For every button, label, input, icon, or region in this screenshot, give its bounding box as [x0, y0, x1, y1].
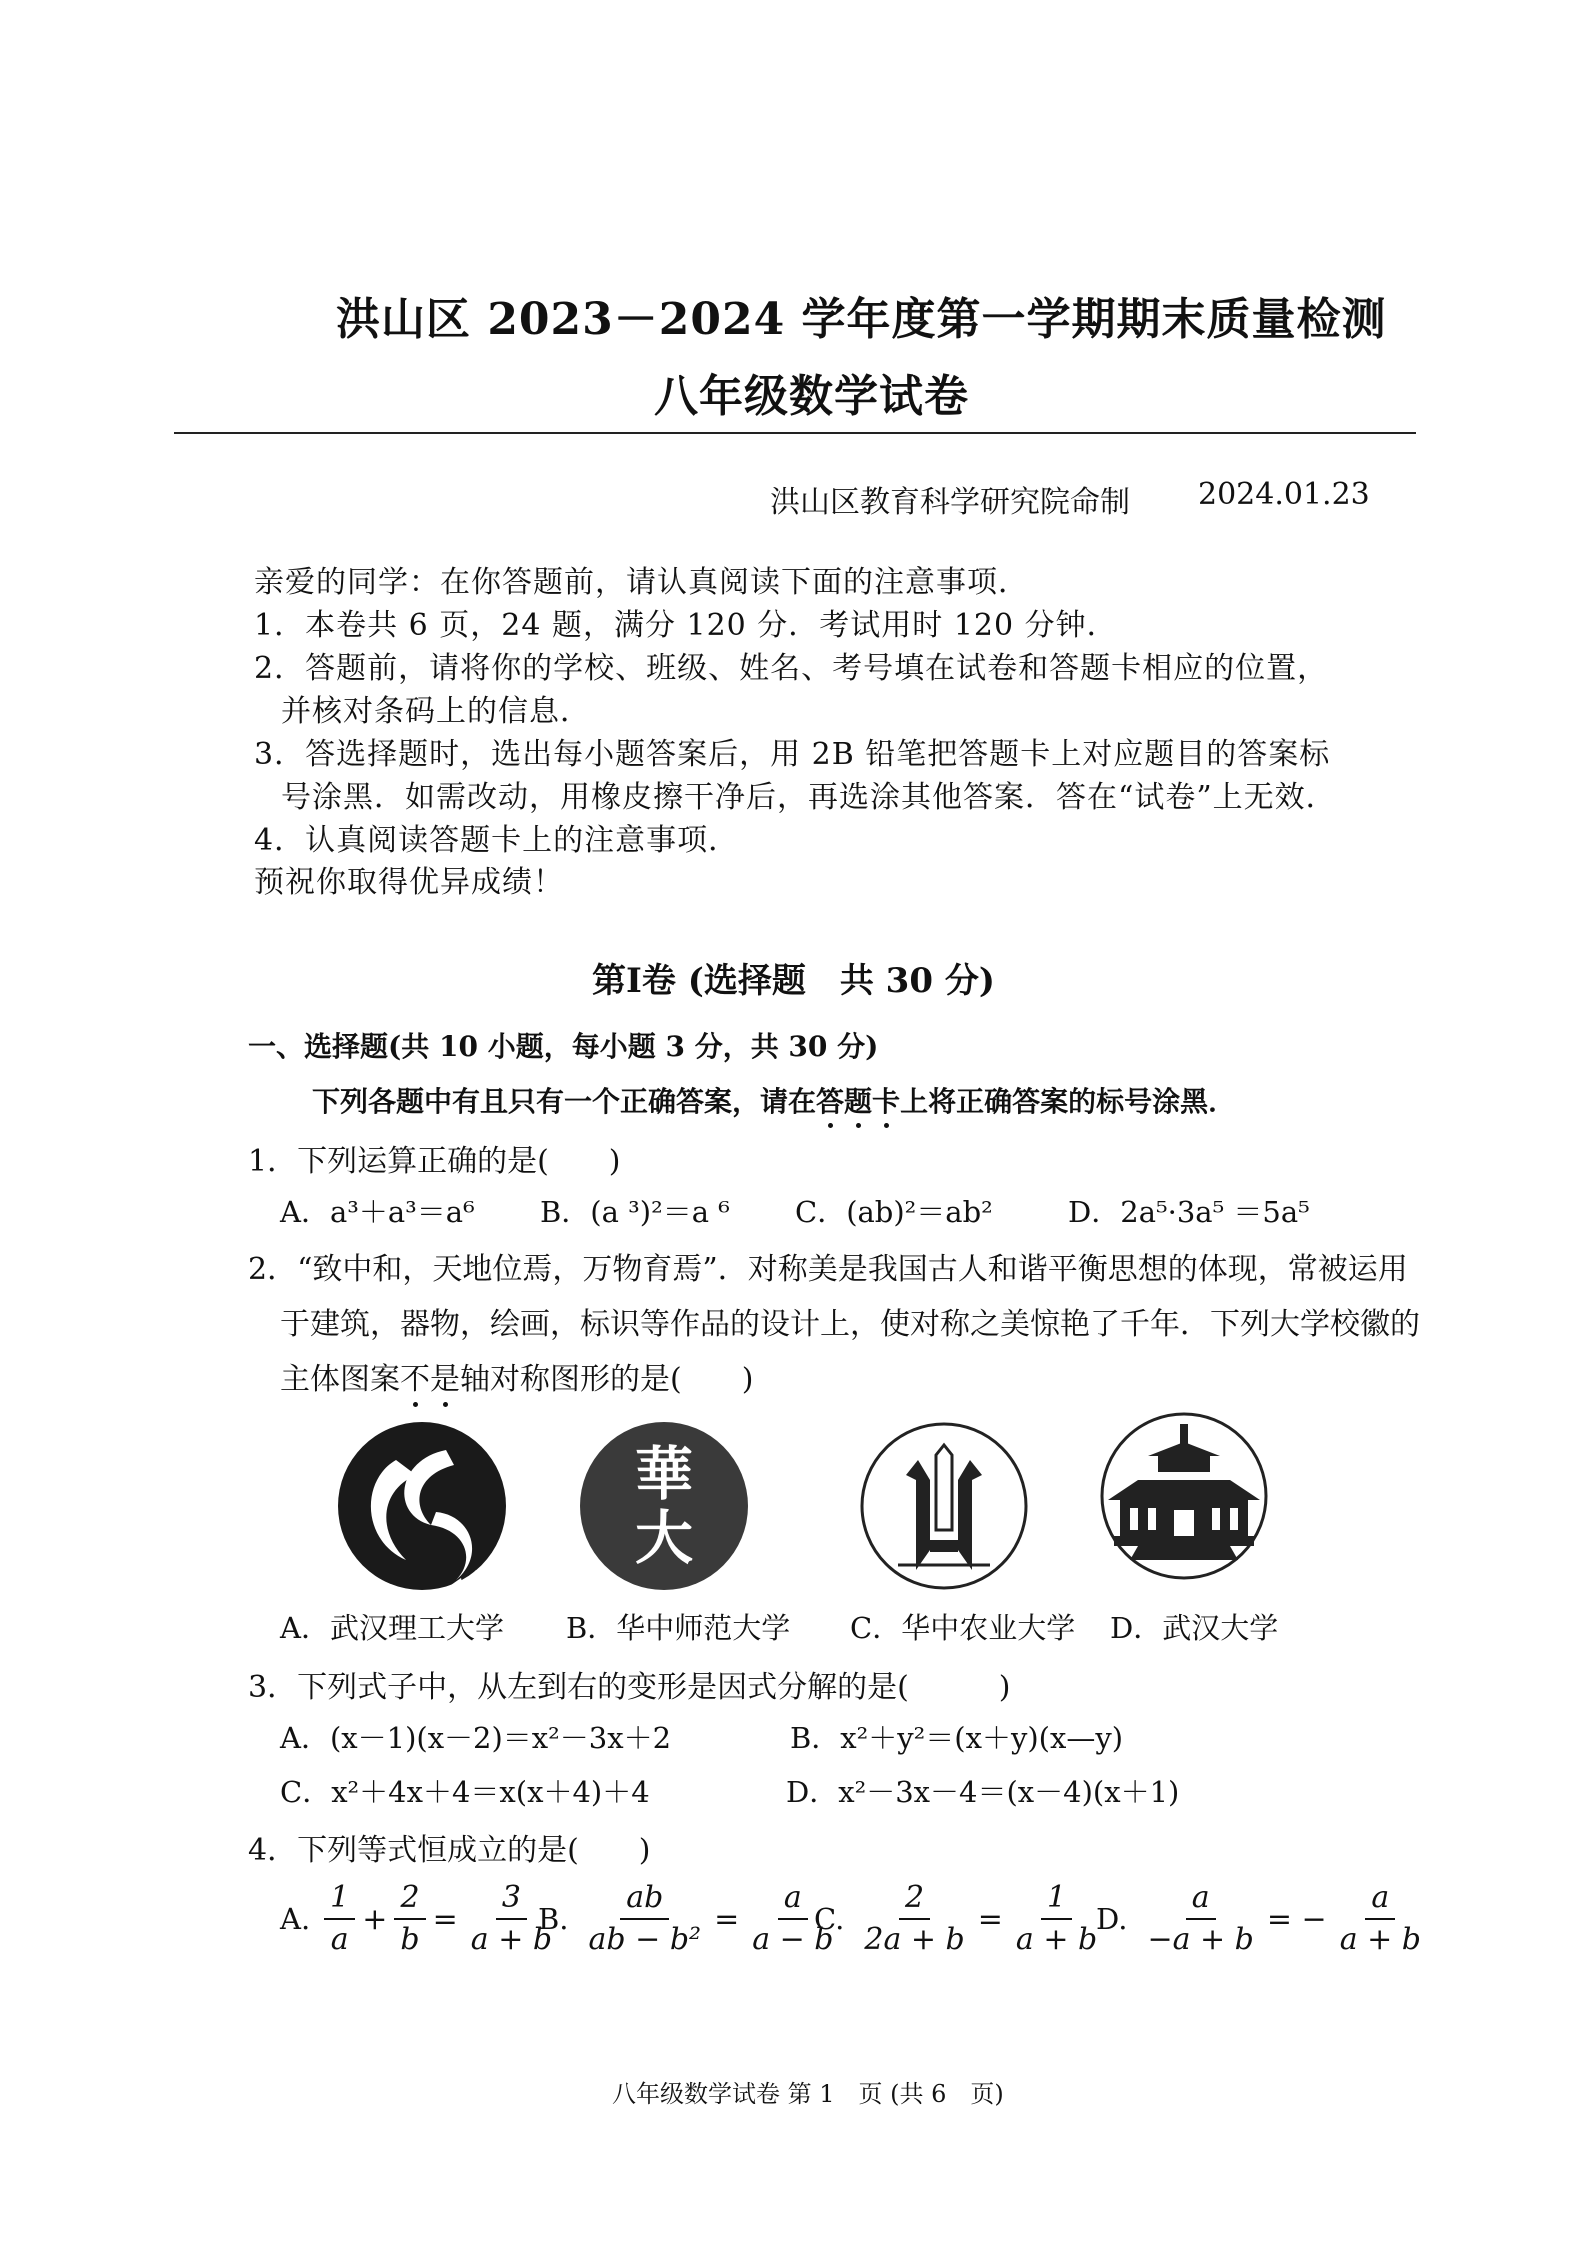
q4-a-plus: +: [362, 1901, 388, 1937]
q2-option-a: A．武汉理工大学: [280, 1611, 504, 1645]
q4-option-d: [1096, 1880, 1431, 1958]
whu-building-logo-icon: [1098, 1410, 1270, 1582]
q4-c-equals: =: [977, 1901, 1003, 1937]
q4-d-frac1-den: −a + b: [1147, 1922, 1254, 1957]
section-heading: 一、选择题(共 10 小题，每小题 3 分，共 30 分): [248, 1030, 879, 1063]
q1-option-d: D．2a⁵·3a⁵ ＝5a⁵: [1068, 1195, 1310, 1229]
q2-line2: 于建筑，器物，绘画，标识等作品的设计上，使对称之美惊艳了千年．下列大学校徽的: [280, 1307, 1420, 1342]
q2-option-d: D．武汉大学: [1110, 1611, 1279, 1645]
q4-a-frac2-den: b: [400, 1922, 420, 1957]
q3-stem: 3．下列式子中，从左到右的变形是因式分解的是( ): [248, 1670, 1011, 1705]
q4-d-equals: = −: [1266, 1901, 1327, 1937]
instruction-part-b: [816, 1085, 900, 1118]
q4-c-frac1: [858, 1880, 970, 1958]
swirl-logo-icon: [336, 1420, 508, 1592]
notice-item-3-line1: 3．答选择题时，选出每小题答案后，用 2B 铅笔把答题卡上对应题目的答案标: [254, 737, 1331, 772]
q3-option-d: D．x²－3x－4＝(x－4)(x＋1): [786, 1775, 1180, 1809]
q4-a-frac2-num: 2: [394, 1880, 425, 1920]
emphasis-char: 答: [816, 1085, 845, 1118]
q4-d-frac1: [1141, 1880, 1259, 1958]
q2-emphasis-not: [400, 1362, 460, 1397]
notice-item-2-line1: 2．答题前，请将你的学校、班级、姓名、考号填在试卷和答题卡相应的位置，: [254, 651, 1329, 686]
q4-d-label: D.: [1096, 1902, 1128, 1936]
exam-title-line2: 八年级数学试卷: [654, 371, 969, 422]
q4-option-b: [538, 1880, 844, 1958]
section-title: 第I卷 (选择题 共 30 分): [592, 961, 995, 1001]
q4-c-frac2-den: a + b: [1015, 1922, 1098, 1957]
q4-c-label: C.: [814, 1902, 845, 1936]
q4-a-equals: =: [432, 1901, 458, 1937]
q4-stem: 4．下列等式恒成立的是( ): [248, 1833, 651, 1868]
huashi-logo-glyph: 華 大: [634, 1440, 693, 1572]
q4-b-frac2-num: a: [778, 1880, 808, 1920]
q4-b-frac1-den: ab − b²: [588, 1922, 702, 1957]
instruction-emphasis: [816, 1085, 900, 1118]
q2-line3-a: 主体图案: [280, 1362, 400, 1397]
section-instruction: [312, 1080, 1236, 1120]
q4-a-frac1-num: 1: [324, 1880, 355, 1920]
q4-d-frac1-num: a: [1186, 1880, 1216, 1920]
q2-option-c: C．华中农业大学: [850, 1611, 1076, 1645]
q3-option-b: B．x²＋y²＝(x＋y)(x—y): [790, 1721, 1124, 1755]
q4-b-equals: =: [714, 1901, 740, 1937]
q4-a-label: A.: [280, 1902, 311, 1936]
q4-a-frac3-num: 3: [496, 1880, 527, 1920]
notice-intro: 亲爱的同学：在你答题前，请认真阅读下面的注意事项．: [254, 565, 1029, 600]
exam-date: 2024.01.23: [1198, 477, 1370, 512]
q4-a-frac3-den: a + b: [470, 1922, 553, 1957]
q1-stem: 1．下列运算正确的是( ): [248, 1144, 621, 1179]
q4-b-frac1-num: ab: [620, 1880, 669, 1920]
q4-option-c: [814, 1880, 1107, 1958]
q4-b-frac1: [583, 1880, 708, 1958]
q4-a-frac1-den: a: [330, 1922, 349, 1957]
q4-c-frac2-num: 1: [1041, 1880, 1072, 1920]
q3-option-a: A．(x－1)(x－2)＝x²－3x＋2: [280, 1721, 672, 1755]
q2-line3-c: 轴对称图形的是( ): [460, 1362, 754, 1397]
notice-item-1: 1．本卷共 6 页，24 题，满分 120 分．考试用时 120 分钟．: [254, 608, 1118, 643]
q2-line1: 2．“致中和，天地位焉，万物育焉”．对称美是我国古人和谐平衡思想的体现，常被运用: [248, 1252, 1408, 1287]
emphasis-char: 题: [844, 1085, 873, 1118]
q4-c-frac2: [1010, 1880, 1103, 1958]
q2-option-b: B．华中师范大学: [566, 1611, 791, 1645]
q2-line3: [280, 1354, 753, 1398]
q3-option-c: C．x²＋4x＋4＝x(x＋4)＋4: [280, 1775, 650, 1809]
q4-c-frac1-den: 2a + b: [864, 1922, 965, 1957]
emphasis-char: 是: [430, 1362, 460, 1397]
notice-item-3-line2: 号涂黑．如需改动，用橡皮擦干净后，再选涂其他答案．答在“试卷”上无效．: [281, 780, 1337, 815]
q4-a-frac2: [394, 1880, 425, 1958]
emphasis-char: 卡: [872, 1085, 901, 1118]
page-footer: 八年级数学试卷 第 1 页 (共 6 页): [612, 2080, 1004, 2108]
q1-option-b: B．(a ³)²＝a ⁶: [540, 1195, 730, 1229]
instruction-part-c: 上将正确答案的标号涂黑．: [900, 1085, 1237, 1118]
issuer: 洪山区教育科学研究院命制: [770, 485, 1130, 520]
instruction-part-a: 下列各题中有且只有一个正确答案，请在: [312, 1085, 817, 1118]
q4-option-a: [280, 1880, 562, 1958]
huashi-logo-icon: [578, 1420, 750, 1592]
q4-b-frac2-den: a − b: [752, 1922, 834, 1957]
q4-d-frac2: [1334, 1880, 1427, 1958]
notice-item-4: 4．认真阅读答题卡上的注意事项．: [254, 823, 740, 858]
emphasis-char: 不: [400, 1362, 430, 1397]
q4-b-label: B.: [538, 1902, 569, 1936]
q4-a-frac1: [324, 1880, 355, 1958]
notice-item-2-line2: 并核对条码上的信息．: [281, 694, 591, 729]
q1-option-a: A．a³＋a³＝a⁶: [280, 1195, 475, 1229]
q4-d-frac2-num: a: [1365, 1880, 1395, 1920]
q4-c-frac1-num: 2: [899, 1880, 930, 1920]
notice-wish: 预祝你取得优异成绩！: [254, 865, 564, 900]
huanong-logo-icon: [858, 1420, 1030, 1592]
q4-d-frac2-den: a + b: [1339, 1922, 1421, 1957]
title-divider: [174, 432, 1416, 434]
exam-title-line1: 洪山区 2023－2024 学年度第一学期期末质量检测: [336, 294, 1387, 345]
q1-option-c: C．(ab)²＝ab²: [795, 1195, 993, 1229]
